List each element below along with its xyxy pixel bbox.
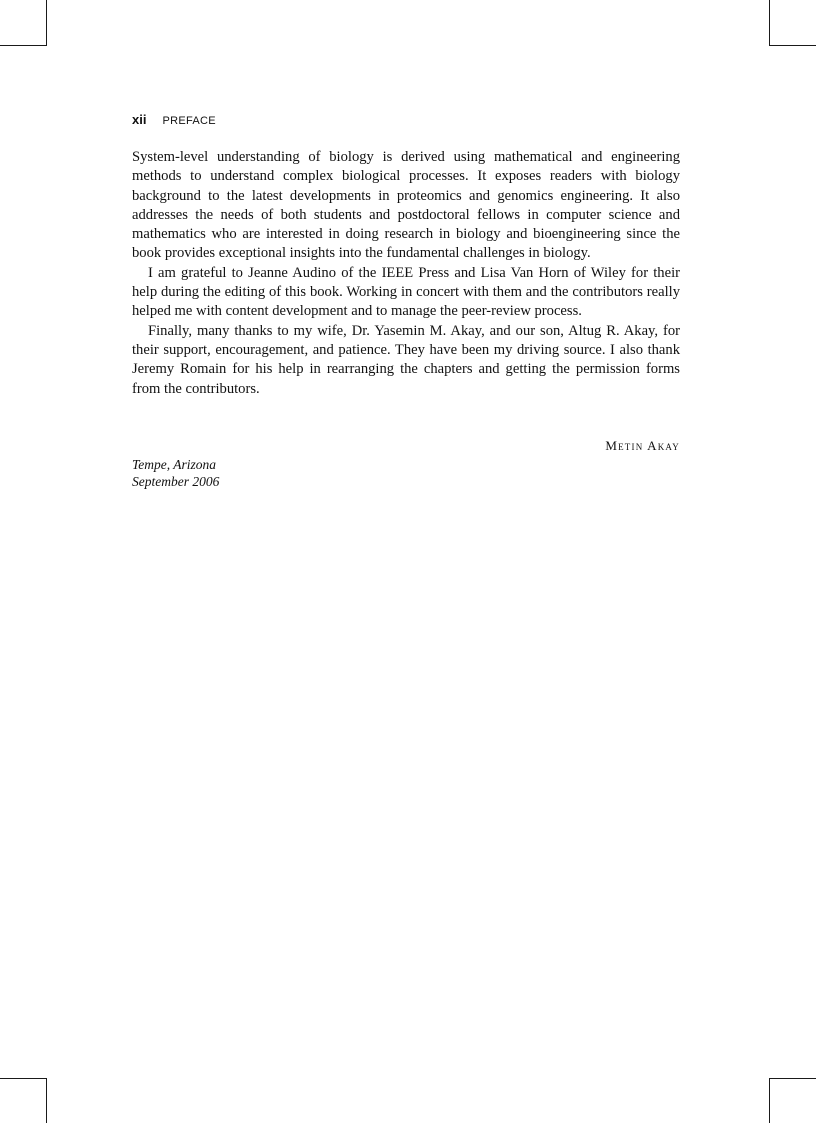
place-date (132, 456, 219, 490)
crop-mark (769, 1078, 770, 1123)
paragraph: System-level understanding of biology is derived using mathematical and engineering methods to understand complex biological processes. It exposes readers with biology background to the latest developments in proteomics and genomics engineering. It also addresses the needs of both students and postdoctoral fellows in computer science and mathematics who are interested in doing research in biology and bioengineering since the book provides exceptional insights into the fundamental challenges in biology. (132, 149, 680, 262)
place: Tempe, Arizona (132, 457, 217, 472)
page-number: xii (132, 112, 147, 127)
paragraph: Finally, many thanks to my wife, Dr. Yasemin M. Akay, and our son, Altug R. Akay, for their support, encouragement, and patience. They have been my driving source. I also thank Jeremy Romain for his help in rearranging the chapters and getting the permission forms from the contributors. (132, 322, 680, 397)
paragraph: I am grateful to Jeanne Audino of the IEEE Press and Lisa Van Horn of Wiley for their help during the editing of this book. Working in concert with them and the contributors really helped me with content development and to manage the peer-review process. (132, 264, 680, 320)
section-title: PREFACE (162, 115, 216, 127)
preface-body (132, 148, 680, 399)
crop-mark (769, 0, 770, 46)
date: September 2006 (132, 474, 220, 489)
crop-mark (0, 45, 46, 46)
author-signature: Metin Akay (605, 438, 680, 453)
running-head (132, 112, 680, 130)
crop-mark (46, 0, 47, 46)
crop-mark (0, 1078, 46, 1079)
crop-mark (770, 45, 816, 46)
crop-mark (46, 1078, 47, 1123)
crop-mark (770, 1078, 816, 1079)
